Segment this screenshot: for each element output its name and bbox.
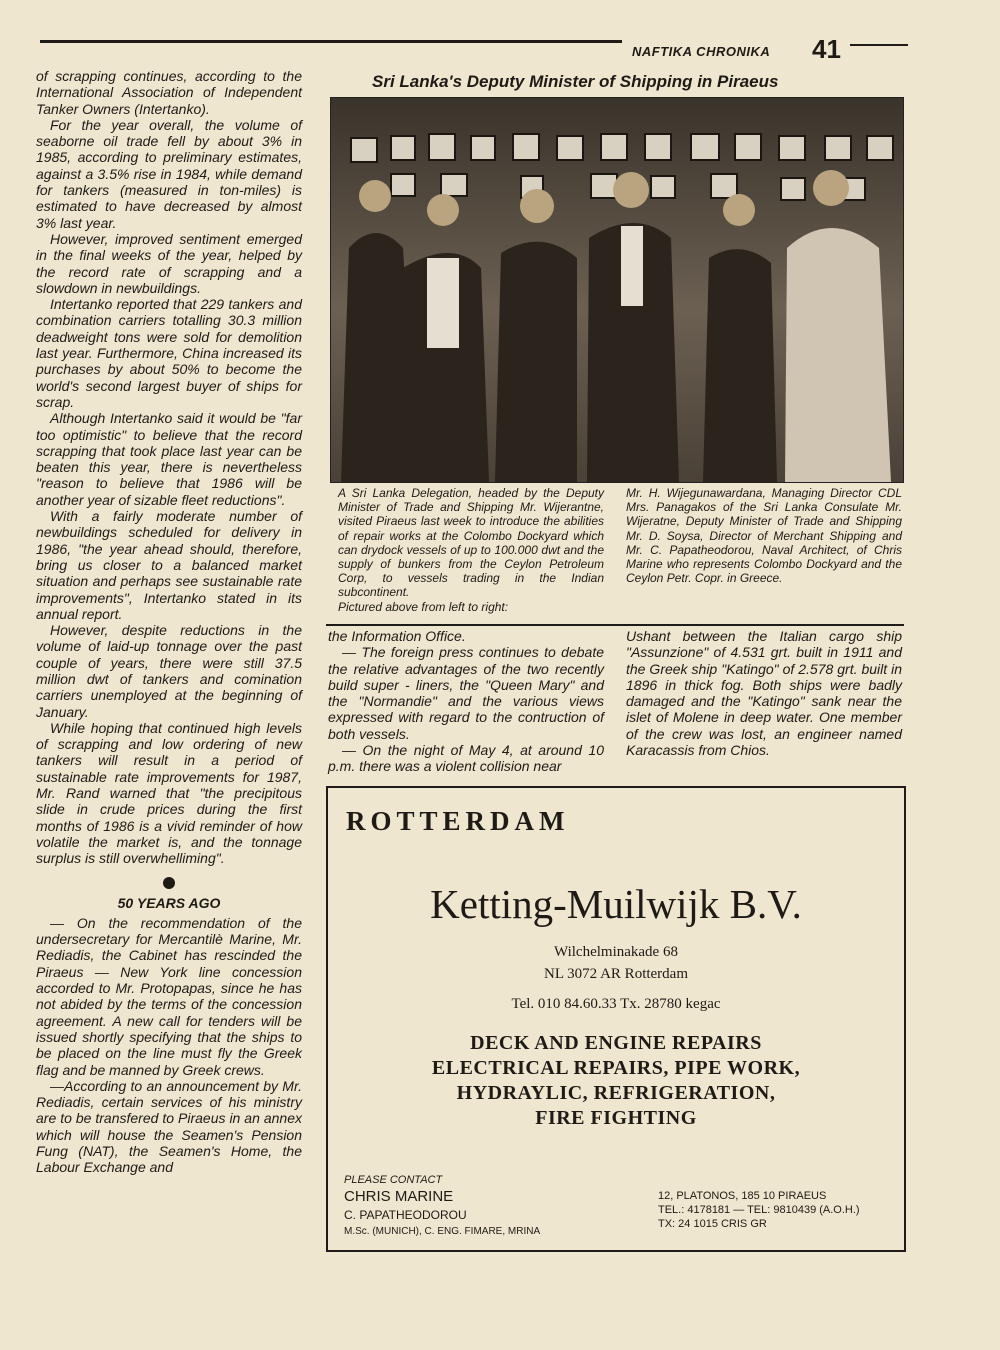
section-subhead: 50 YEARS AGO: [117, 894, 221, 911]
ad-contact-tel: TEL.: 4178181 — TEL: 9810439 (A.O.H.): [658, 1204, 860, 1216]
paragraph: — On the recommendation of the undersecretary for Mercantilè Marine, Mr. Rediadis, the Cabinet has rescinded the Piraeus — New York line concession accorded to Mr. Protopapas, since he has not abided by the terms of the concession agreement. A new call for tenders will be issued shortly specifying that the ships to be placed on the line must fly the Greek flag and be manned by Greek crews.: [36, 914, 302, 1078]
right-column: [626, 628, 902, 758]
caption-tail: Pictured above from left to right:: [338, 599, 509, 614]
paragraph: Although Intertanko said it would be "far too optimistic" to believe that the record scrapping that took place last year can be beaten this year, there is nevertheless "reason to believe that 1986 will be another year of sizable fleet reductions".: [36, 410, 302, 508]
ad-service-line: DECK AND ENGINE REPAIRS: [470, 1032, 762, 1054]
paragraph: With a fairly moderate number of newbuildings scheduled for delivery in 1986, "the year ahead should, therefore, bring us closer to a balanced market situation and perhaps see sustainable rate improvements", Intertanko stated in its annual report.: [36, 508, 302, 622]
paragraph: For the year overall, the volume of seaborne oil trade fell by about 3% in 1985, according to preliminary estimates, against a 3.5% rise in 1984, while demand for tankers (measured in ton-miles) is estimated to have decreased by almost 3% last year.: [36, 116, 302, 231]
paragraph: Ushant between the Italian cargo ship "Assunzione" of 4.531 grt. built in 1911 and the Greek ship "Katingo" of 2.578 grt. built in 1896 in thick fog. Both ships were badly damaged and the "Katingo" sank near the islet of Molene in deep water. One member of the crew was lost, an engineer named Karacassis from Chios.: [626, 628, 902, 759]
paragraph: of scrapping continues, according to the International Association of Independent Tanker Owners (Intertanko).: [36, 68, 302, 117]
paragraph: However, improved sentiment emerged in the final weeks of the year, helped by the record rate of scrapping and a slowdown in newbuildings.: [36, 230, 302, 296]
paragraph: —According to an announcement by Mr. Rediadis, certain services of his ministry are to be transfered to Piraeus in an annex which will house the Seamen's Pension Fung (NAT), the Seamen's Home, the Labour Exchange and: [36, 1077, 302, 1176]
caption-left: [338, 486, 604, 614]
ad-phone: Tel. 010 84.60.33 Tx. 28780 kegac: [511, 996, 721, 1012]
caption-right: Mr. H. Wijegunawardana, Managing Director CDL Mrs. Panagakos of the Sri Lanka Consulate Mr. Wijeratne, Deputy Minister of Trade and Shipping Mr. D. Soysa, Director of Merchant Shipping and Mr. C. Papatheodorou, Naval Architect, of Chris Marine who represents Colombo Dockyard and the Ceylon Petr. Copr. in Greece.: [626, 486, 902, 586]
ad-address-line1: Wilchelminakade 68: [554, 944, 678, 960]
masthead: NAFTIKA CHRONIKA: [632, 44, 771, 59]
ad-company: Ketting-Muilwijk B.V.: [430, 881, 802, 927]
ad-service-line: HYDRAYLIC, REFRIGERATION,: [456, 1082, 776, 1104]
left-column: [36, 68, 302, 1176]
paragraph: However, despite reductions in the volume of laid-up tonnage over the past couple of years, there were still 37.5 million dwt of tankers and comination carriers unemployed at the beginning of January.: [36, 622, 302, 720]
caption-text: A Sri Lanka Delegation, headed by the Deputy Minister of Trade and Shipping Mr. Wijerantne, visited Piraeus last week to introduce the abilities of repair works at the Colombo Dockyard which can drydock vessels of up to 100.000 dwt and the supply of bunkers from the Ceylon Petroleum Corp, to vessels trading in the Indian subcontinent.: [338, 486, 604, 600]
page-number: 41: [812, 34, 841, 64]
header-rule-right: [850, 44, 908, 46]
paragraph: — On the night of May 4, at around 10 p.m. there was a violent collision near: [328, 742, 604, 775]
caption-rule: [326, 624, 904, 626]
ad-service-line: ELECTRICAL REPAIRS, PIPE WORK,: [431, 1057, 801, 1079]
article-title: Sri Lanka's Deputy Minister of Shipping in Piraeus: [372, 72, 779, 91]
header-rule-left: [40, 40, 622, 43]
paragraph: — The foreign press continues to debate the relative advantages of the two recently build super - liners, the "Queen Mary" and the "Normandie" and the various views expressed with regard to the contruction of both vessels.: [328, 644, 604, 742]
paragraph: While hoping that continued high levels of scrapping and low ordering of new tankers will result in a period of sustainable rate improvements for 1987, Mr. Rand warned that "the precipitous slide in crude prices during the first months of 1986 is a vivid reminder of how volatile the market is, and the tonnage surplus is still overwhelliming".: [36, 719, 302, 867]
bullet-dot-icon: [163, 877, 175, 889]
paragraph: the Information Office.: [328, 628, 466, 644]
ad-contact-company: CHRIS MARINE: [344, 1188, 454, 1205]
ad-please-contact: PLEASE CONTACT: [344, 1174, 443, 1186]
ad-address-line2: NL 3072 AR Rotterdam: [543, 966, 689, 982]
ad-contact-person: C. PAPATHEODOROU: [344, 1208, 467, 1222]
advertisement: [326, 786, 906, 1252]
paragraph: Intertanko reported that 229 tankers and combination carriers totalling 30.3 million deadweight tons were sold for demolition last year. Furthermore, China increased its purchases by about 50% to become the world's second largest buyer of ships for scrap.: [36, 296, 302, 410]
ad-service-line: FIRE FIGHTING: [535, 1107, 697, 1129]
ad-contact-address: 12, PLATONOS, 185 10 PIRAEUS: [658, 1190, 827, 1202]
ad-city: ROTTERDAM: [346, 806, 570, 836]
mid-column: [328, 628, 604, 775]
delegation-photo: [330, 97, 904, 483]
ad-contact-quals: M.Sc. (MUNICH), C. ENG. FIMARE, MRINA: [344, 1226, 541, 1237]
ad-contact-tx: TX: 24 1015 CRIS GR: [658, 1218, 767, 1230]
